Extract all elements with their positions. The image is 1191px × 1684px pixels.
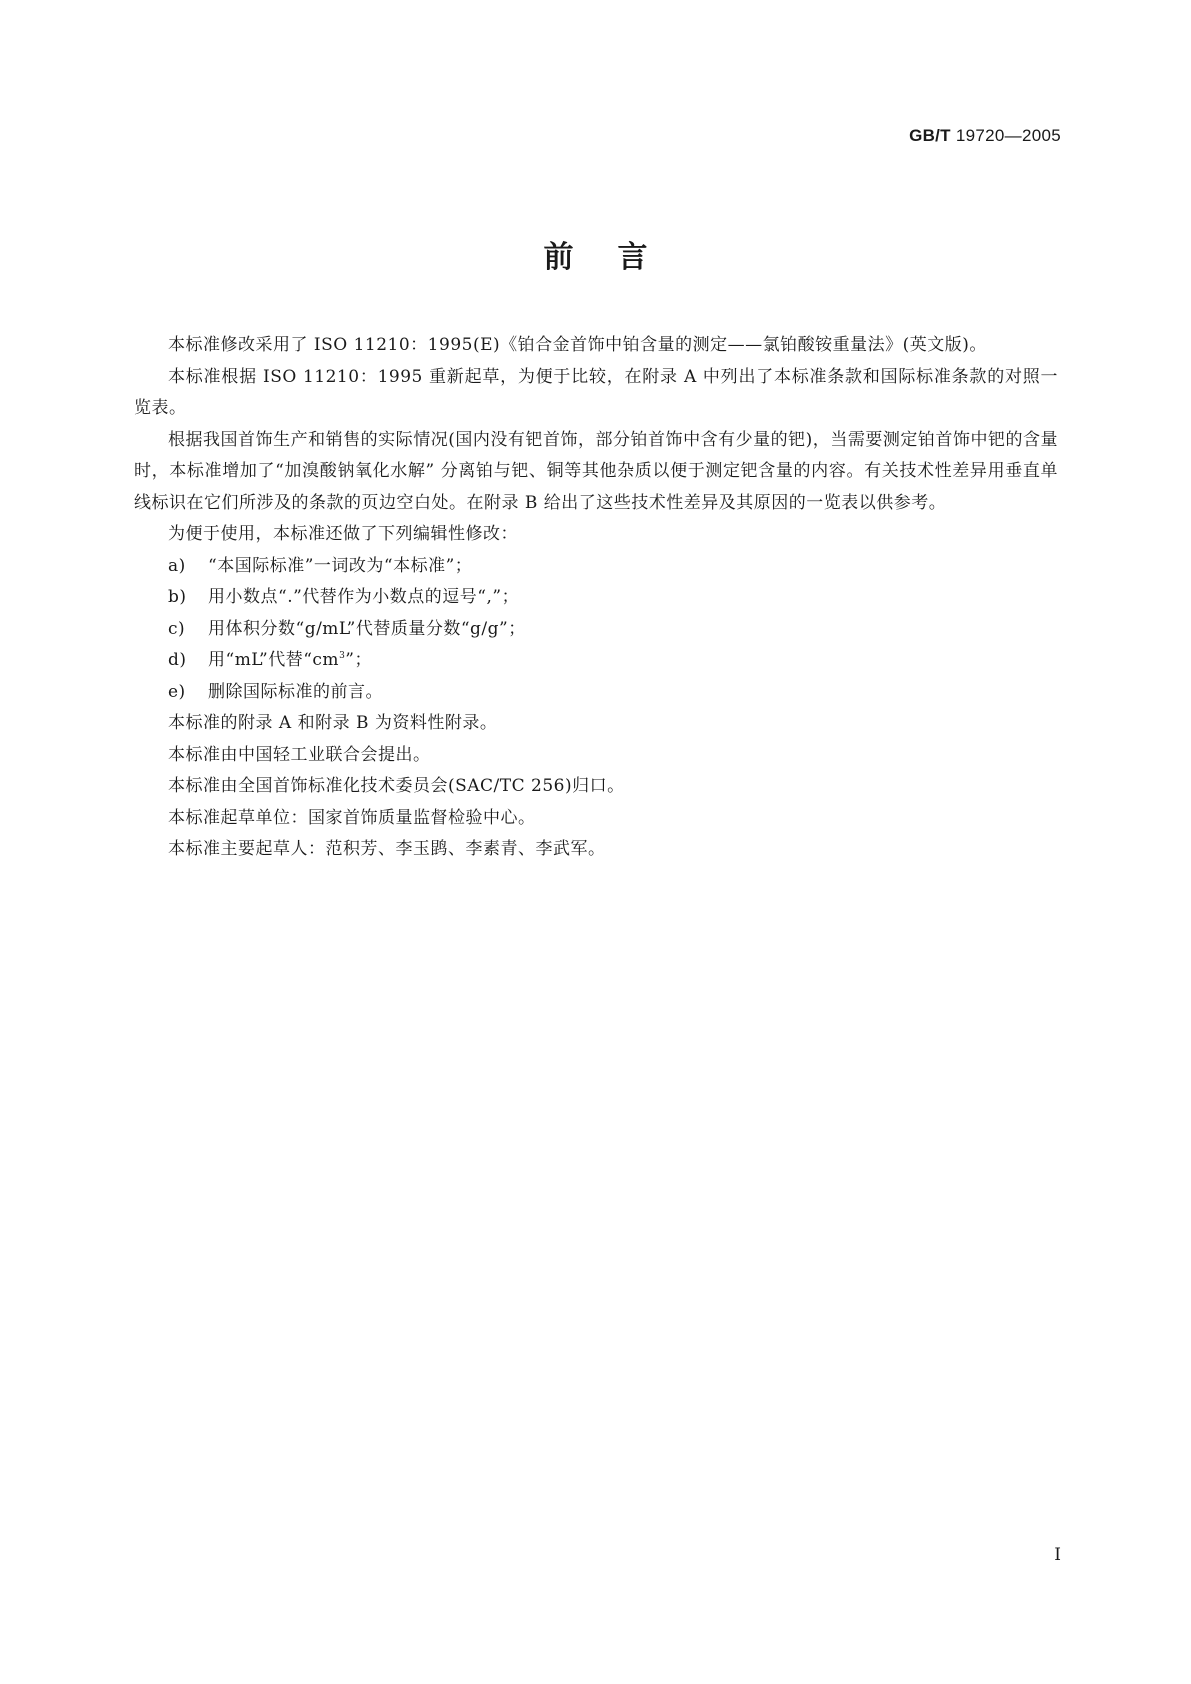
list-item bbox=[134, 645, 1058, 677]
list-item-text: “本国际标准”一词改为“本标准”； bbox=[208, 555, 473, 576]
page-title: 前言 bbox=[543, 240, 692, 275]
paragraph-technical-differences: 根据我国首饰生产和销售的实际情况(国内没有钯首饰，部分铂首饰中含有少量的钯)，当需要测定铂首饰中钯的含量时，本标准增加了“加溴酸钠氧化水解” 分离铂与钯、铜等其他杂质以便于测定钯含量的内容。有关技术性差异用垂直单线标识在它们所涉及的条款的页边空白处。在附录 B 给出了这些技术性差异及其原因的一览表以供参考。 bbox=[134, 429, 1058, 513]
list-item-text: 用体积分数“g/mL”代替质量分数“g/g”； bbox=[208, 618, 526, 639]
foreword-body bbox=[134, 330, 1058, 866]
paragraph-drafters: 本标准主要起草人：范积芳、李玉鹍、李素青、李武军。 bbox=[168, 839, 606, 859]
paragraph-proposer: 本标准由中国轻工业联合会提出。 bbox=[168, 744, 431, 765]
list-item-text-before: 用“mL”代替“cm bbox=[208, 650, 340, 670]
list-item bbox=[134, 551, 1058, 583]
list-marker: a) bbox=[168, 555, 186, 576]
list-item bbox=[134, 614, 1058, 646]
list-item-text-after: ”； bbox=[345, 650, 372, 670]
page-number: I bbox=[1054, 1545, 1061, 1565]
list-marker: b) bbox=[168, 587, 187, 607]
list-item bbox=[134, 582, 1058, 614]
standard-code-prefix: GB/T bbox=[909, 126, 951, 145]
paragraph-annexes: 本标准的附录 A 和附录 B 为资料性附录。 bbox=[168, 713, 498, 733]
superscript-exponent: 3 bbox=[339, 651, 346, 661]
paragraph-redrafting: 本标准根据 ISO 11210：1995 重新起草，为便于比较，在附录 A 中列出了本标准条款和国际标准条款的对照一览表。 bbox=[134, 366, 1058, 418]
standard-code bbox=[909, 126, 1061, 146]
paragraph-adoption: 本标准修改采用了 ISO 11210：1995(E)《铂合金首饰中铂含量的测定——氯铂酸铵重量法》(英文版)。 bbox=[168, 335, 987, 355]
list-item bbox=[134, 677, 1058, 709]
list-marker: e) bbox=[168, 681, 186, 702]
standard-code-number: 19720—2005 bbox=[955, 126, 1061, 145]
list-item-text: 用小数点“.”代替作为小数点的逗号“,”； bbox=[208, 587, 520, 607]
paragraph-drafting-unit: 本标准起草单位：国家首饰质量监督检验中心。 bbox=[168, 807, 536, 828]
paragraph-committee: 本标准由全国首饰标准化技术委员会(SAC/TC 256)归口。 bbox=[168, 776, 625, 796]
paragraph-editorial-intro: 为便于使用，本标准还做了下列编辑性修改： bbox=[168, 524, 518, 544]
list-marker: c) bbox=[168, 618, 186, 639]
list-marker: d) bbox=[168, 650, 187, 670]
list-item-text: 删除国际标准的前言。 bbox=[208, 681, 383, 702]
